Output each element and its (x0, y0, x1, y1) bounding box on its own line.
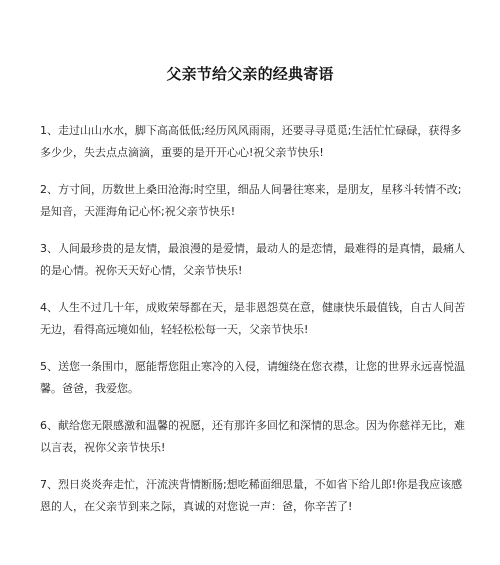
greeting-list (40, 120, 465, 533)
page-title: 父亲节给父亲的经典寄语 (166, 65, 334, 83)
greeting-item-6: 6、献给您无限感激和温馨的祝愿，还有那许多回忆和深情的思念。因为你慈祥无比，难以言表，祝你父亲节快乐! (40, 419, 465, 454)
greeting-item-7: 7、烈日炎炎奔走忙，汗流浃背情断肠;想吃稀面细思量，不如省下给儿郎!你是我应该感恩的人，在父亲节到来之际，真诚的对您说一声：爸，你辛苦了! (40, 478, 463, 513)
greeting-item-1: 1、走过山山水水，脚下高高低低;经历风风雨雨，还要寻寻觅觅;生活忙忙碌碌，获得多多少少，失去点点滴滴，重要的是开开心心!祝父亲节快乐! (40, 124, 462, 159)
greeting-item-3: 3、人间最珍贵的是友情，最浪漫的是爱情，最动人的是恋情，最难得的是真情，最痛人的是心情。祝你天天好心情，父亲节快乐! (40, 242, 465, 277)
greeting-item-5: 5、送您一条围巾，愿能帮您阻止寒冷的入侵，请缠绕在您衣襟，让您的世界永远喜悦温馨。爸爸，我爱您。 (40, 360, 465, 395)
greeting-item-2: 2、方寸间，历数世上桑田沧海;时空里，细品人间暑往寒来，是朋友，星移斗转情不改;是知音，天涯海角记心怀;祝父亲节快乐! (40, 183, 462, 218)
greeting-item-4: 4、人生不过几十年，成败荣辱都在天，是非恩怨莫在意，健康快乐最值钱，自古人间苦无边，看得高远境如仙，轻轻松松每一天，父亲节快乐! (40, 301, 465, 336)
